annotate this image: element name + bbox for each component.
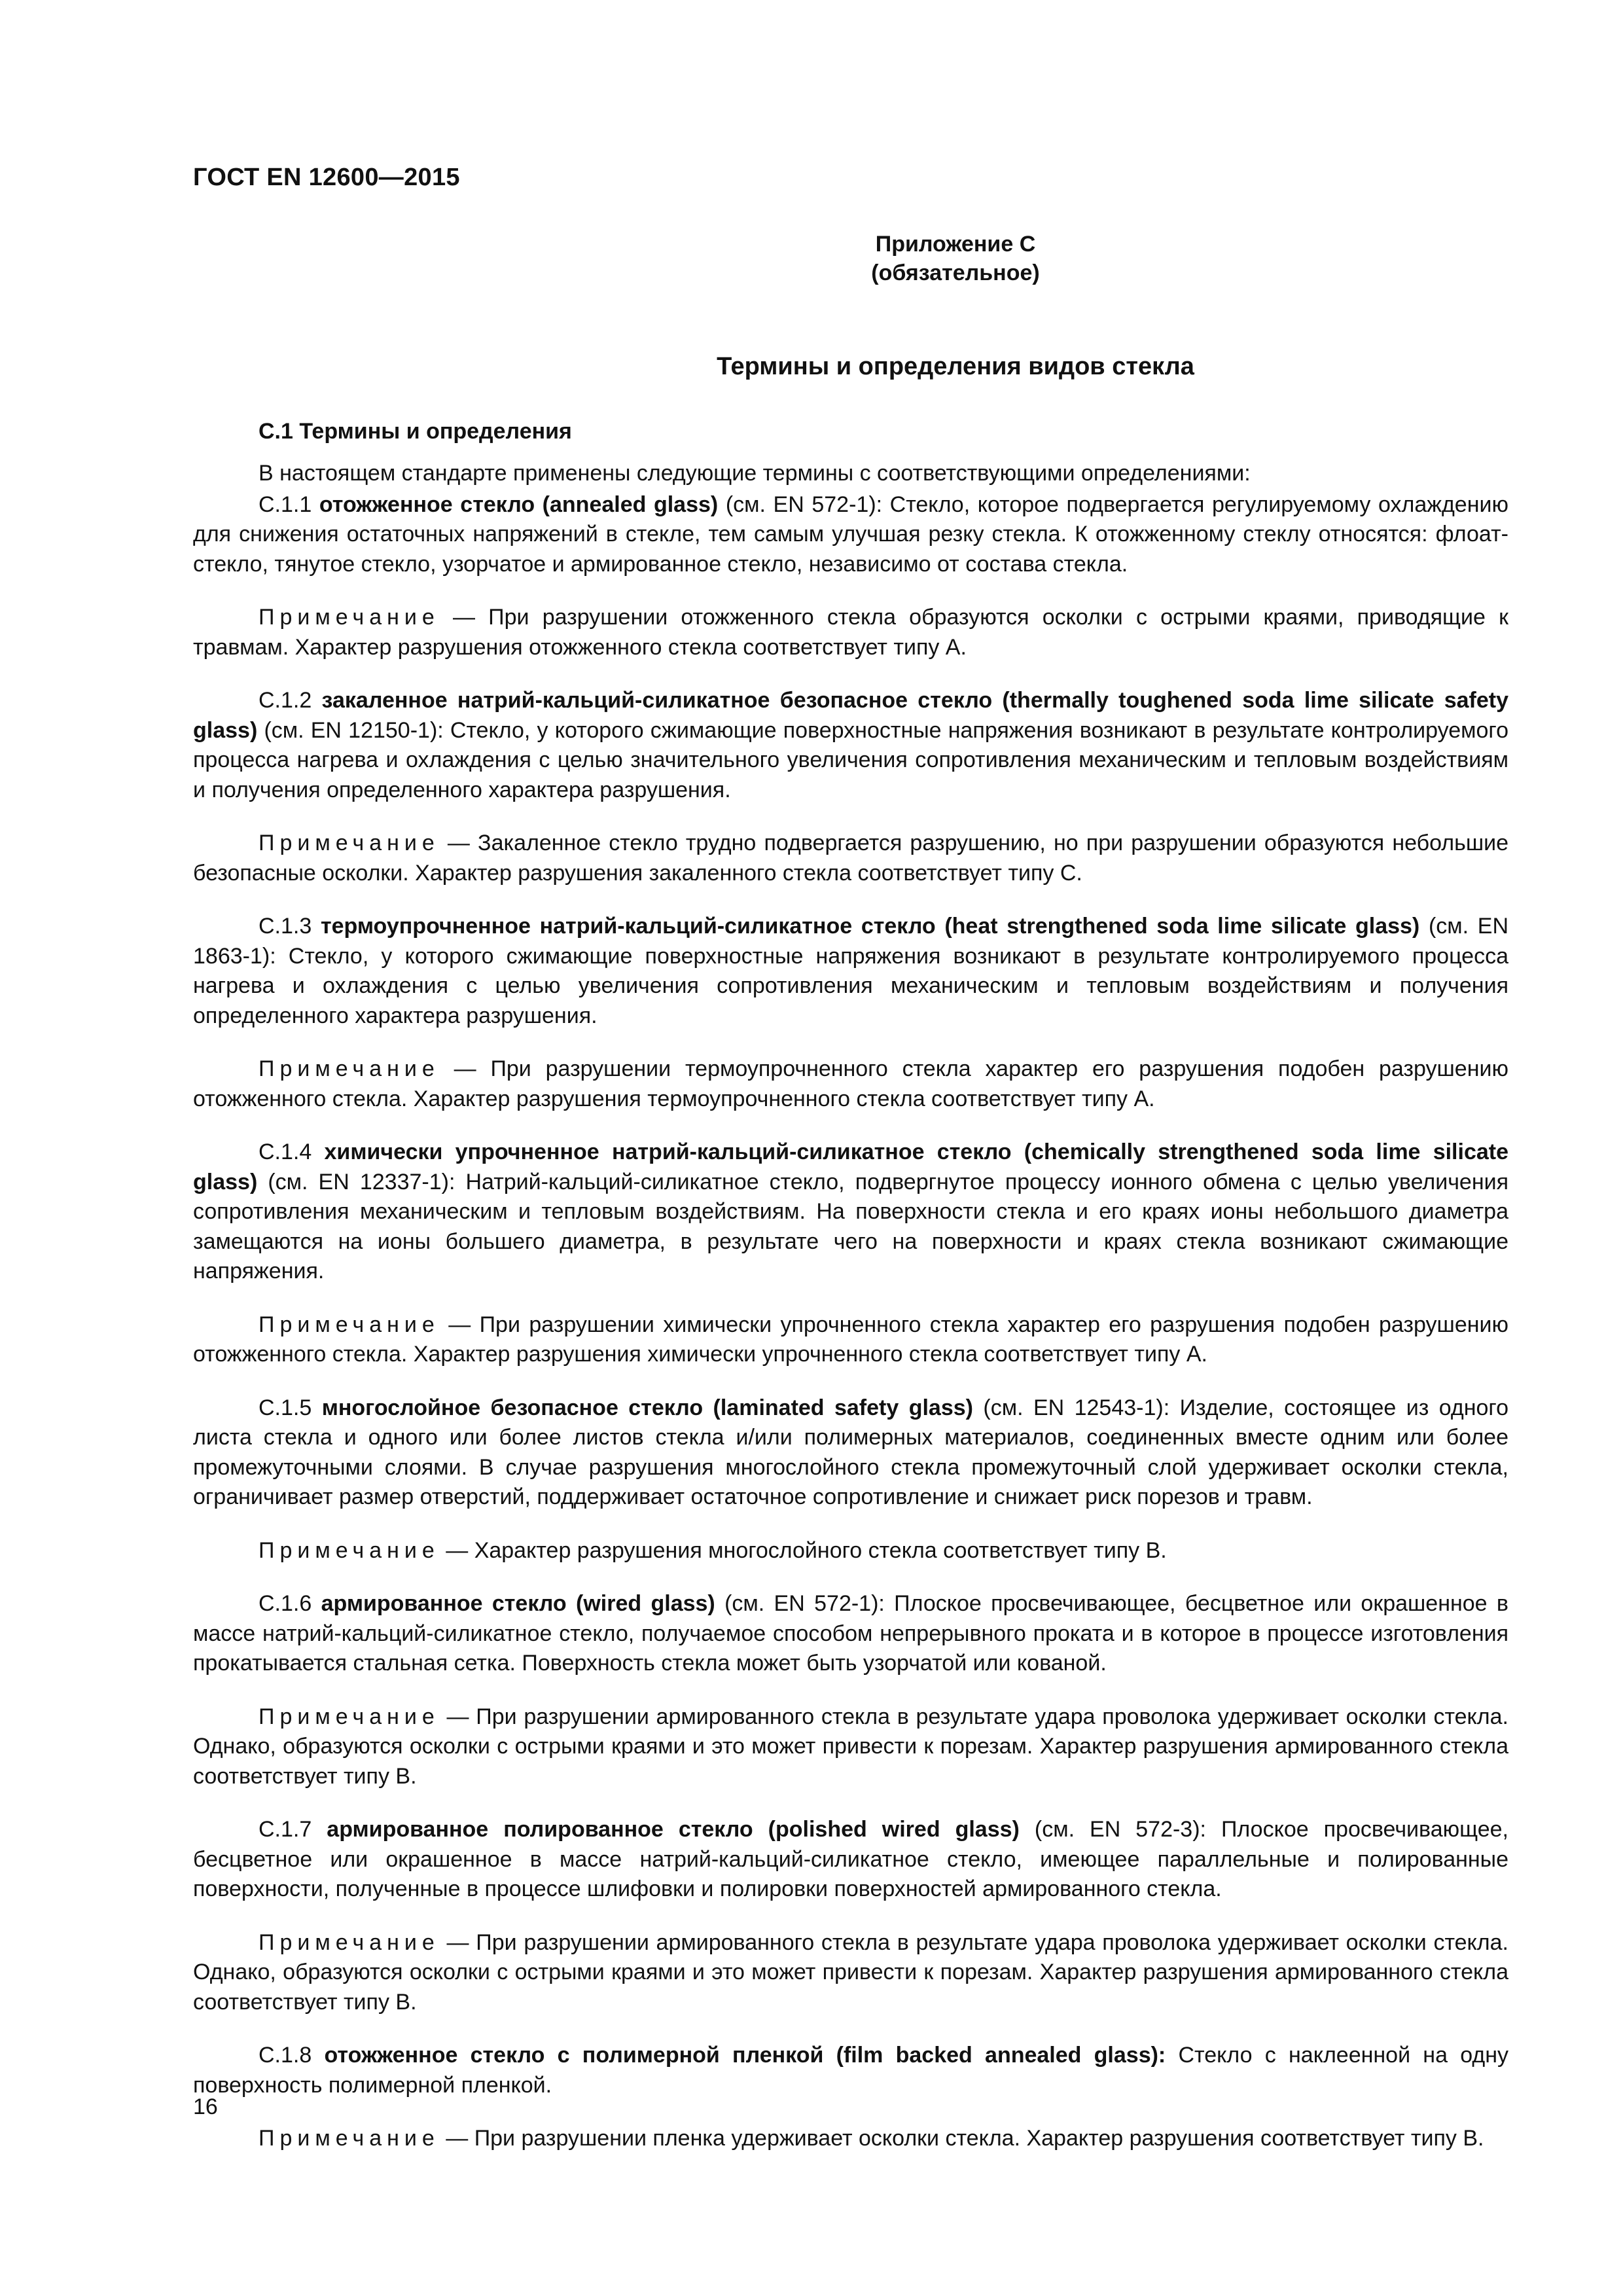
note-paragraph (193, 1928, 1508, 2018)
term-name: химически упрочненное натрий-кальций-силикатное стекло (chemically strengthened soda lime silicate glass) (193, 1139, 1508, 1194)
note-label: Примечание (259, 1312, 440, 1337)
term-name: отожженное стекло (annealed glass) (319, 492, 719, 517)
appendix-heading (402, 230, 1508, 287)
term-definition: (см. EN 572-3): Плоское просвечивающее, бесцветное или окрашенное в массе натрий-кальций-силикатное стекло, имеющее параллельные и полированные поверхности, полученные в процессе шлифовки и полировки поверхностей армированного стекла. (193, 1817, 1508, 1901)
document-code: ГОСТ EN 12600—2015 (193, 164, 460, 191)
note-text: — При разрушении отожженного стекла образуются осколки с острыми краями, приводящие к травмам. Характер разрушения отожженного стекла соответствует типу А. (193, 605, 1508, 660)
term-number: С.1.5 (259, 1395, 312, 1420)
term-paragraph (193, 1393, 1508, 1513)
term-definition: (см. EN 572-1): Плоское просвечивающее, бесцветное или окрашенное в массе натрий-кальций-силикатное стекло, получаемое способом непрерывного проката и в которое в процессе изготовления прокатывается стальная сетка. Поверхность стекла может быть узорчатой или кованой. (193, 1591, 1508, 1676)
term-number: С.1.3 (259, 914, 312, 939)
subsection-title: С.1 Термины и определения (259, 419, 572, 444)
note-label: Примечание (259, 1056, 440, 1081)
note-paragraph (193, 829, 1508, 888)
section-title: Термины и определения видов стекла (717, 353, 1194, 380)
appendix-status: (обязательное) (871, 260, 1040, 285)
note-label: Примечание (259, 2126, 440, 2151)
intro-paragraph: В настоящем стандарте применены следующие термины с соответствующими определениями: (259, 461, 1251, 486)
term-paragraph (193, 2041, 1508, 2100)
term-number: С.1.6 (259, 1591, 312, 1616)
term-definition: (см. EN 12337-1): Натрий-кальций-силикатное стекло, подвергнутое процессу ионного обмена с целью увеличения сопротивления механическим и тепловым воздействиям. На поверхности стекла и его краях ионы небольшого диаметра замещаются на ионы большего диаметра, в результате чего на поверхности и краях стекла возникают сжимающие напряжения. (193, 1169, 1508, 1283)
note-paragraph (193, 1054, 1508, 1114)
page-number: 16 (193, 2094, 218, 2119)
note-text: — При разрушении термоупрочненного стекла характер его разрушения подобен разрушению отожженного стекла. Характер разрушения термоупрочненного стекла соответствует типу А. (193, 1056, 1508, 1111)
note-text: — При разрушении армированного стекла в результате удара проволока удерживает осколки стекла. Однако, образуются осколки с острыми краями и это может привести к порезам. Характер разрушения армированного стекла соответствует типу В. (193, 1929, 1508, 2015)
term-number: С.1.4 (259, 1139, 312, 1164)
note-paragraph (193, 1702, 1508, 1792)
term-definition: (см. EN 12543-1): Изделие, состоящее из одного листа стекла и одного или более листов стекла и/или полимерных материалов, соединенных вместе одним или более промежуточными слоями. В случае разрушения многослойного стекла промежуточный слой удерживает осколки стекла, ограничивает размер отверстий, поддерживает остаточное сопротивление и снижает риск порезов и травм. (193, 1395, 1508, 1509)
note-text: — При разрушении пленка удерживает осколки стекла. Характер разрушения соответствует типу В. (439, 2126, 1484, 2151)
note-paragraph (193, 1536, 1508, 1566)
term-definition: (см. EN 572-1): Стекло, которое подвергается регулируемому охлаждению для снижения остаточных напряжений в стекле, тем самым улучшая резку стекла. К отожженному стеклу относятся: флоат-стекло, тянутое стекло, узорчатое и армированное стекло, независимо от состава стекла. (193, 492, 1508, 577)
note-label: Примечание (259, 1704, 440, 1729)
term-number: С.1.2 (259, 688, 312, 713)
term-number: С.1.8 (259, 2043, 312, 2068)
note-paragraph (193, 2124, 1508, 2154)
note-paragraph (193, 1310, 1508, 1370)
note-text: — Характер разрушения многослойного стекла соответствует типу В. (439, 1537, 1167, 1563)
term-paragraph (193, 912, 1508, 1031)
term-number: С.1.7 (259, 1817, 312, 1842)
term-definition: Стекло с наклеенной на одну поверхность полимерной пленкой. (193, 2043, 1508, 2098)
note-label: Примечание (259, 831, 440, 855)
note-label: Примечание (259, 605, 440, 630)
term-name: закаленное натрий-кальций-силикатное безопасное стекло (thermally toughened soda lime silicate safety glass) (193, 688, 1508, 743)
term-paragraph (193, 490, 1508, 580)
term-name: армированное полированное стекло (polished wired glass) (327, 1817, 1020, 1842)
term-paragraph (193, 1815, 1508, 1905)
term-name: многослойное безопасное стекло (laminated safety glass) (321, 1395, 973, 1420)
appendix-title: Приложение С (875, 232, 1036, 257)
note-paragraph (193, 603, 1508, 662)
term-name: армированное стекло (wired glass) (321, 1591, 715, 1616)
document-page (193, 164, 1508, 2154)
note-label: Примечание (259, 1537, 440, 1563)
note-text: — Закаленное стекло трудно подвергается разрушению, но при разрушении образуются небольшие безопасные осколки. Характер разрушения закаленного стекла соответствует типу С. (193, 831, 1508, 886)
term-number: С.1.1 (259, 492, 312, 517)
term-paragraph (193, 1589, 1508, 1679)
note-label: Примечание (259, 1929, 440, 1955)
term-definition: (см. EN 1863-1): Стекло, у которого сжимающие поверхностные напряжения возникают в результате контролируемого процесса нагрева и охлаждения с целью увеличения сопротивления механическим и тепловым воздействиям и получения определенного характера разрушения. (193, 914, 1508, 1028)
note-text: — При разрушении армированного стекла в результате удара проволока удерживает осколки стекла. Однако, образуются осколки с острыми краями и это может привести к порезам. Характер разрушения армированного стекла соответствует типу В. (193, 1704, 1508, 1789)
term-definition: (см. EN 12150-1): Стекло, у которого сжимающие поверхностные напряжения возникают в результате контролируемого процесса нагрева и охлаждения с целью значительного увеличения сопротивления механическим и тепловым воздействиям и получения определенного характера разрушения. (193, 717, 1508, 802)
term-name: отожженное стекло с полимерной пленкой (film backed annealed glass): (324, 2043, 1166, 2068)
term-paragraph (193, 1138, 1508, 1287)
term-name: термоупрочненное натрий-кальций-силикатное стекло (heat strengthened soda lime silicate glass) (320, 914, 1420, 939)
note-text: — При разрушении химически упрочненного стекла характер его разрушения подобен разрушению отожженного стекла. Характер разрушения химически упрочненного стекла соответствует типу А. (193, 1312, 1508, 1367)
term-paragraph (193, 686, 1508, 805)
